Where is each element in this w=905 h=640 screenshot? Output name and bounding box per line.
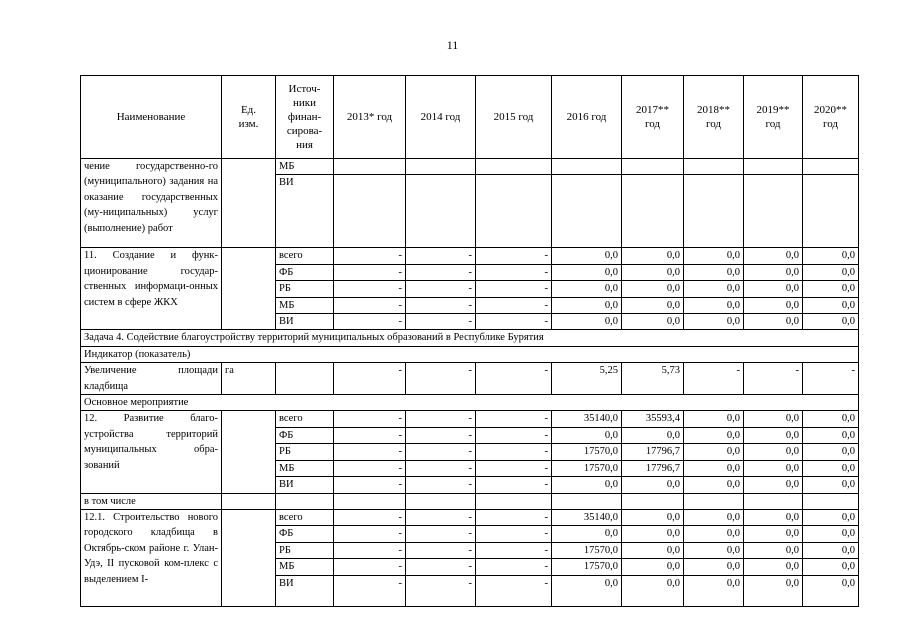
value-cell: 0,0 (803, 411, 859, 427)
value-cell: 0,0 (803, 281, 859, 297)
value-cell: 0,0 (622, 248, 684, 264)
value-cell: 0,0 (552, 575, 622, 606)
source-cell: РБ (276, 444, 334, 460)
value-cell: 0,0 (622, 559, 684, 575)
indicator-name: Увеличение площади кладбища (81, 363, 222, 395)
value-cell: - (406, 444, 476, 460)
value-cell: 0,0 (684, 444, 744, 460)
value-cell (744, 159, 803, 175)
value-cell: - (334, 411, 406, 427)
value-cell: 5,25 (552, 363, 622, 395)
header-row (81, 76, 859, 159)
value-cell: 17570,0 (552, 559, 622, 575)
financing-table (80, 75, 859, 607)
value-cell: - (334, 575, 406, 606)
value-cell: - (406, 363, 476, 395)
value-cell: 0,0 (622, 264, 684, 280)
value-cell: 0,0 (744, 248, 803, 264)
source-cell: МБ (276, 460, 334, 476)
source-cell: всего (276, 509, 334, 525)
value-cell: 0,0 (684, 477, 744, 493)
value-cell: 17796,7 (622, 460, 684, 476)
value-cell: - (476, 559, 552, 575)
value-cell: - (334, 559, 406, 575)
value-cell: - (476, 363, 552, 395)
value-cell (744, 175, 803, 248)
value-cell: - (406, 559, 476, 575)
header-cell: 2014 год (406, 76, 476, 159)
value-cell: 0,0 (684, 411, 744, 427)
value-cell: 0,0 (803, 575, 859, 606)
value-cell: - (334, 509, 406, 525)
section-row (81, 346, 859, 362)
section-row (81, 330, 859, 346)
value-cell (476, 175, 552, 248)
value-cell: 0,0 (552, 281, 622, 297)
value-cell: - (334, 526, 406, 542)
value-cell: 0,0 (744, 460, 803, 476)
value-cell: - (334, 281, 406, 297)
value-cell: - (334, 264, 406, 280)
value-cell: - (334, 460, 406, 476)
value-cell: 0,0 (622, 297, 684, 313)
value-cell: 35140,0 (552, 411, 622, 427)
value-cell: - (406, 411, 476, 427)
source-cell: всего (276, 248, 334, 264)
source-cell: ФБ (276, 264, 334, 280)
source-cell: МБ (276, 559, 334, 575)
empty-cell (476, 493, 552, 509)
value-cell (334, 175, 406, 248)
value-cell: 0,0 (684, 542, 744, 558)
header-cell: Источ- ники финан- сирова- ния (276, 76, 334, 159)
value-cell: - (476, 444, 552, 460)
table-body (81, 159, 859, 607)
value-cell: 0,0 (744, 477, 803, 493)
header-cell: 2016 год (552, 76, 622, 159)
value-cell: 0,0 (684, 460, 744, 476)
value-cell: 0,0 (803, 314, 859, 330)
value-cell: - (406, 460, 476, 476)
value-cell: 0,0 (622, 281, 684, 297)
value-cell: - (476, 264, 552, 280)
value-cell: 0,0 (803, 477, 859, 493)
source-cell (276, 363, 334, 395)
unit-cell: га (222, 363, 276, 395)
value-cell: 0,0 (622, 542, 684, 558)
header-cell: Ед. изм. (222, 76, 276, 159)
value-cell: - (406, 314, 476, 330)
value-cell: 0,0 (803, 559, 859, 575)
value-cell: - (476, 526, 552, 542)
value-cell: - (406, 264, 476, 280)
section-row (81, 493, 859, 509)
value-cell (684, 159, 744, 175)
value-cell: 0,0 (744, 411, 803, 427)
unit-cell (222, 411, 276, 493)
source-cell: ВИ (276, 175, 334, 248)
value-cell: 0,0 (552, 526, 622, 542)
value-cell: - (334, 297, 406, 313)
unit-cell (222, 509, 276, 606)
value-cell: 0,0 (744, 575, 803, 606)
value-cell: - (476, 314, 552, 330)
value-cell: - (334, 542, 406, 558)
value-cell: 0,0 (684, 559, 744, 575)
value-cell: - (476, 427, 552, 443)
value-cell: - (684, 363, 744, 395)
value-cell: 0,0 (744, 281, 803, 297)
header-cell: Наименование (81, 76, 222, 159)
header-cell: 2019** год (744, 76, 803, 159)
main-activity-heading: Основное мероприятие (81, 395, 859, 411)
header-cell: 2018** год (684, 76, 744, 159)
value-cell: 0,0 (684, 575, 744, 606)
value-cell (552, 159, 622, 175)
source-cell: ФБ (276, 526, 334, 542)
value-cell: 0,0 (803, 526, 859, 542)
source-cell: РБ (276, 542, 334, 558)
source-cell: ФБ (276, 427, 334, 443)
value-cell: 0,0 (622, 314, 684, 330)
empty-cell (334, 493, 406, 509)
value-cell (622, 159, 684, 175)
header-cell: 2013* год (334, 76, 406, 159)
value-cell (684, 175, 744, 248)
value-cell: 17570,0 (552, 460, 622, 476)
value-cell: 17570,0 (552, 542, 622, 558)
value-cell: 0,0 (622, 575, 684, 606)
value-cell: 0,0 (803, 264, 859, 280)
value-cell: 0,0 (622, 509, 684, 525)
value-cell (406, 159, 476, 175)
empty-cell (276, 493, 334, 509)
value-cell (552, 175, 622, 248)
task-heading: Задача 4. Содействие благоустройству территорий муниципальных образований в Республике Бурятия (81, 330, 859, 346)
value-cell: - (803, 363, 859, 395)
value-cell: 0,0 (552, 248, 622, 264)
value-cell: 5,73 (622, 363, 684, 395)
value-cell: 35593,4 (622, 411, 684, 427)
value-cell: 0,0 (684, 297, 744, 313)
empty-cell (744, 493, 803, 509)
value-cell: 0,0 (552, 314, 622, 330)
value-cell: - (476, 297, 552, 313)
value-cell: - (334, 477, 406, 493)
empty-cell (803, 493, 859, 509)
value-cell: - (406, 542, 476, 558)
value-cell: 0,0 (622, 526, 684, 542)
value-cell: - (334, 248, 406, 264)
page-number: 11 (446, 38, 459, 52)
value-cell: 0,0 (684, 264, 744, 280)
value-cell: 35140,0 (552, 509, 622, 525)
value-cell: - (406, 526, 476, 542)
table-row (81, 411, 859, 427)
value-cell: - (406, 297, 476, 313)
value-cell: - (334, 314, 406, 330)
source-cell: ВИ (276, 477, 334, 493)
source-cell: всего (276, 411, 334, 427)
value-cell: 0,0 (803, 427, 859, 443)
empty-cell (684, 493, 744, 509)
value-cell: - (334, 363, 406, 395)
activity-name: 12.1. Строительство нового городского кладбища в Октябрь-ском районе г. Улан-Удэ, II пусковой ком-плекс с выделением I- (81, 509, 222, 606)
value-cell: - (476, 460, 552, 476)
value-cell: 0,0 (744, 526, 803, 542)
activity-name: чение государственно-го (муниципального) задания на оказание государственных (му-ниципальных) услуг (выполнение) работ (81, 159, 222, 248)
indicator-row (81, 363, 859, 395)
value-cell: 0,0 (744, 297, 803, 313)
empty-cell (552, 493, 622, 509)
table-row (81, 248, 859, 264)
value-cell: - (406, 281, 476, 297)
value-cell: - (406, 248, 476, 264)
value-cell: - (744, 363, 803, 395)
header-cell: 2020** год (803, 76, 859, 159)
source-cell: ВИ (276, 314, 334, 330)
value-cell: 0,0 (552, 427, 622, 443)
value-cell (803, 175, 859, 248)
section-row (81, 395, 859, 411)
value-cell: 0,0 (744, 542, 803, 558)
value-cell: 0,0 (684, 314, 744, 330)
value-cell: 0,0 (622, 427, 684, 443)
value-cell: 17796,7 (622, 444, 684, 460)
value-cell: - (406, 509, 476, 525)
value-cell (622, 175, 684, 248)
value-cell: - (334, 427, 406, 443)
header-cell: 2017** год (622, 76, 684, 159)
value-cell: - (406, 477, 476, 493)
table-row (81, 159, 859, 175)
header-cell: 2015 год (476, 76, 552, 159)
value-cell (406, 175, 476, 248)
value-cell: 0,0 (684, 427, 744, 443)
value-cell: 0,0 (684, 526, 744, 542)
value-cell: 0,0 (684, 509, 744, 525)
source-cell: ВИ (276, 575, 334, 606)
value-cell (334, 159, 406, 175)
value-cell: - (406, 427, 476, 443)
value-cell: - (334, 444, 406, 460)
source-cell: МБ (276, 159, 334, 175)
value-cell: 0,0 (552, 297, 622, 313)
value-cell: 0,0 (744, 427, 803, 443)
value-cell: 0,0 (744, 509, 803, 525)
value-cell: 0,0 (552, 264, 622, 280)
value-cell: 0,0 (803, 444, 859, 460)
empty-cell (406, 493, 476, 509)
value-cell: 0,0 (744, 264, 803, 280)
value-cell: - (476, 248, 552, 264)
value-cell: 0,0 (803, 248, 859, 264)
value-cell: - (476, 542, 552, 558)
value-cell: - (476, 281, 552, 297)
value-cell: 0,0 (622, 477, 684, 493)
activity-name: 12. Развитие благо-устройства территорий муниципальных обра-зований (81, 411, 222, 493)
value-cell: 0,0 (744, 559, 803, 575)
value-cell: 0,0 (684, 248, 744, 264)
source-cell: МБ (276, 297, 334, 313)
empty-cell (622, 493, 684, 509)
value-cell: - (476, 575, 552, 606)
unit-cell (222, 159, 276, 248)
including-label: в том числе (81, 493, 222, 509)
value-cell: 0,0 (684, 281, 744, 297)
value-cell: 0,0 (803, 542, 859, 558)
value-cell: 0,0 (803, 460, 859, 476)
value-cell: - (406, 575, 476, 606)
value-cell: - (476, 477, 552, 493)
table-row (81, 509, 859, 525)
value-cell: 0,0 (803, 509, 859, 525)
activity-name: 11. Создание и функ-ционирование государ-ственных информаци-онных систем в сфере ЖКХ (81, 248, 222, 330)
value-cell: - (476, 509, 552, 525)
value-cell: 0,0 (552, 477, 622, 493)
value-cell: 17570,0 (552, 444, 622, 460)
value-cell: 0,0 (803, 297, 859, 313)
value-cell: 0,0 (744, 314, 803, 330)
value-cell: 0,0 (744, 444, 803, 460)
indicator-heading: Индикатор (показатель) (81, 346, 859, 362)
source-cell: РБ (276, 281, 334, 297)
value-cell (803, 159, 859, 175)
value-cell: - (476, 411, 552, 427)
empty-cell (222, 493, 276, 509)
unit-cell (222, 248, 276, 330)
value-cell (476, 159, 552, 175)
